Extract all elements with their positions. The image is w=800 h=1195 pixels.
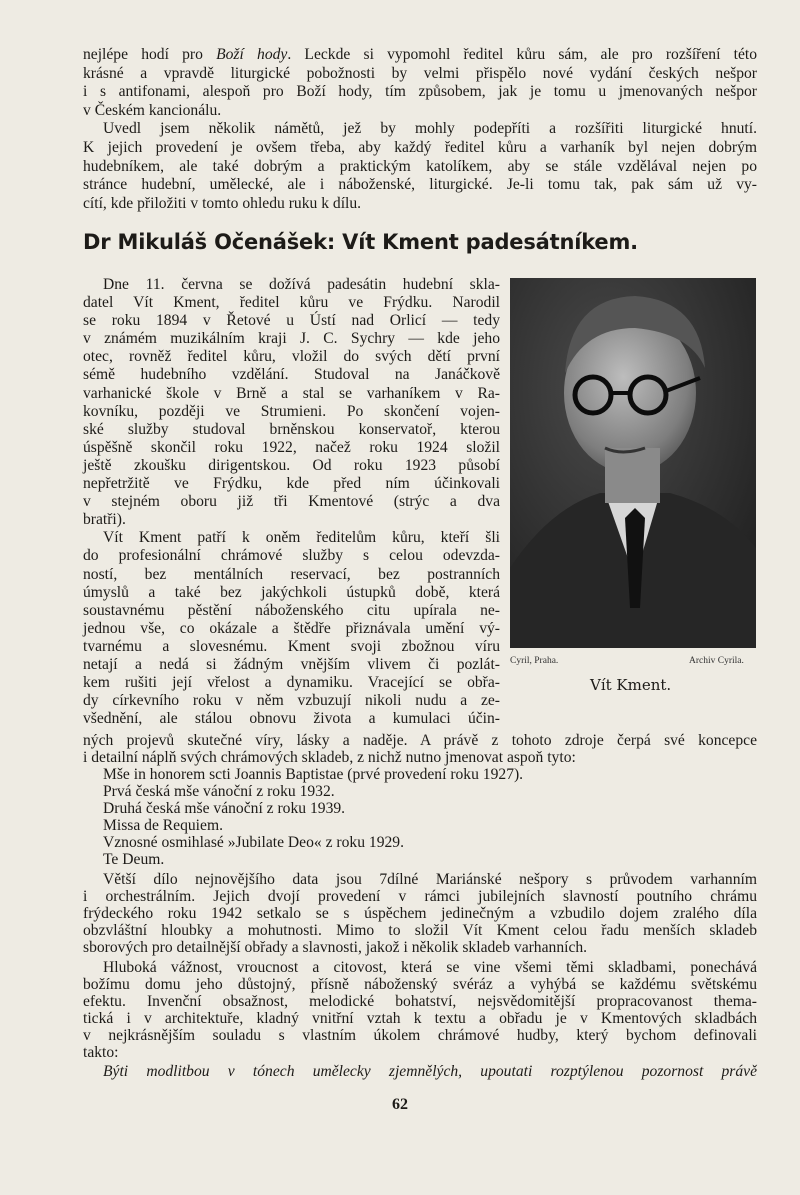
paragraph-continuation [83, 732, 757, 766]
text-line: v Českém kancionálu. [83, 101, 222, 119]
paragraph [83, 120, 757, 213]
paragraph [83, 871, 757, 956]
text-line: v stejném oboru již tři Kmentové (strýc a dva [83, 493, 500, 511]
text-line: Býti modlitbou v tónech umělecky zjemnělých, upoutati rozptýlenou pozornost právě [103, 1063, 757, 1080]
text-line: do profesionální chrámové služby s celou odevzda- [83, 547, 500, 565]
text-line: Mše in honorem scti Joannis Baptistae (prvé provedení roku 1927). [103, 766, 524, 783]
text-line: Větší dílo nejnovějšího data jsou 7dílné Mariánské nešpory s průvodem varhanním [103, 871, 757, 888]
text-line: jednou vše, co okázale a štědře přiznávala umění vý- [83, 619, 500, 637]
text-line: sémě hudebního vzdělání. Studoval na Janáčkově [83, 366, 500, 384]
text-line: hudebníkem, ale také dobrým a praktickým katolíkem, aby se stále vzdělával nejen po [83, 157, 757, 175]
paragraph-italic [83, 1063, 757, 1080]
text-line: efektu. Invenční obsažnost, melodické bohatství, nejsvědomitější propracovanost thema- [83, 993, 757, 1010]
text-line: dy církevního roku v něm vzbuzují nikoli nudu a ze- [83, 692, 500, 710]
text-line: kem rušiti její vřelost a dynamiku. Vracející se obřa- [83, 674, 500, 692]
text-line: božímu domu jeho důstojný, přísně náboženský svéráz a vyhýbá se každému světskému [83, 976, 757, 993]
text-line: Prvá česká mše vánoční z roku 1932. [103, 783, 335, 800]
text-line: v nejkrásnějším souladu s vlastním úkolem chrámové hudby, který bychom definovali [83, 1027, 757, 1044]
text-line: i s antifonami, alespoň pro Boží hody, tím způsobem, jak je tomu u jmenovaných nešpor [83, 83, 757, 101]
text-line: všednění, ale stálou obnovu života a kumulaci účin- [83, 710, 500, 728]
paragraph [83, 46, 757, 120]
text-line: Vít Kment patří k oněm ředitelům kůru, kteří šli [103, 529, 500, 547]
text-line: Te Deum. [103, 851, 165, 868]
text-line: Dne 11. června se dožívá padesátin hudební skla- [103, 276, 500, 293]
text-line: netají a nedá si žádným vnějším vlivem či pozlát- [83, 655, 500, 673]
text-line: obzvláštní hloubky a mohutnosti. Mimo to složil Vít Kment celou řadu menších skladeb [83, 922, 757, 939]
text-line: kovníku, později ve Strumieni. Po skončení vojen- [83, 402, 500, 420]
text-line: i detailní náplň svých chrámových skladeb, z nichž nutno jmenovat aspoň tyto: [83, 749, 576, 766]
photo-credit-left: Cyril, Praha. [510, 656, 559, 666]
text-line: varhanické škole v Brně a stal se varhaníkem v Ra- [83, 384, 500, 402]
text-line: se roku 1894 v Řetové u Ústí nad Orlicí — tedy [83, 312, 500, 330]
text-line: sborových pro detailnější obřady a slavnosti, jakož i několik skladeb varhanních. [83, 939, 588, 956]
text-line: datel Vít Kment, ředitel kůru ve Frýdku. Narodil [83, 294, 500, 312]
text-line: tvarnému a slovesnému. Kment svoji zbožnou víru [83, 637, 500, 655]
paragraph [83, 529, 500, 728]
main-text [83, 732, 757, 1080]
page-number: 62 [392, 1096, 408, 1113]
paragraph [83, 959, 757, 1061]
text-line: ných projevů skutečné víry, lásky a naděje. A právě z tohoto zdroje čerpá své koncepce [83, 732, 757, 749]
article-title: Dr Mikuláš Očenášek: Vít Kment padesátníkem. [83, 230, 638, 254]
text-line: Hluboká vážnost, vroucnost a citovost, která se vine všemi těmi skladbami, ponechává [103, 959, 757, 976]
text-line: Vznosné osmihlasé »Jubilate Deo« z roku 1929. [103, 834, 404, 851]
text-line: stránce hudební, umělecké, ale i náboženské, liturgické. Je-li tomu tak, pak sám už vy- [83, 176, 757, 194]
text-line: Druhá česká mše vánoční z roku 1939. [103, 800, 346, 817]
text-line: úspěšně skončil roku 1922, načež roku 1924 složil [83, 438, 500, 456]
text-line: v známém muzikálním kraji J. C. Sychry — kde jeho [83, 330, 500, 348]
text-line: ské služby studoval brněnskou konservatoř, kterou [83, 420, 500, 438]
text-line: nepřetržitě ve Frýdku, kde před ním účinkovali [83, 475, 500, 493]
text-line: ností, bez mentálních reservací, bez postranních [83, 565, 500, 583]
text-line: krásné a vpravdě liturgické pobožnosti by velmi přispělo nové vydání českých nešpor [83, 64, 757, 82]
text-line: cítí, kde přiložiti v tomto ohledu ruku k dílu. [83, 194, 362, 212]
text-line: Missa de Requiem. [103, 817, 223, 834]
photo-caption: Vít Kment. [590, 676, 672, 694]
text-line: úmyslů a také bez jakýchkoli ústupků době, která [83, 583, 500, 601]
text-line: takto: [83, 1044, 119, 1061]
left-column [83, 276, 500, 728]
works-list [83, 766, 757, 868]
text-line: i orchestrálním. Jejich dvojí provedení v rámci jubilejních slavností poutního chrámu [83, 888, 757, 905]
text-line: ještě zkoušku dirigentskou. Od roku 1923 působí [83, 456, 500, 474]
text-line: frýdeckého roku 1942 setkalo se s úspěchem jedinečným a vzbudilo dojem zralého díla [83, 905, 757, 922]
text-line: nejlépe hodí pro Boží hody. Leckde si vypomohl ředitel kůru sám, ale pro rozšíření této [83, 46, 757, 63]
text-line: soustavnému pěstění náboženského citu upírala ne- [83, 601, 500, 619]
text-line: Uvedl jsem několik námětů, jež by mohly podepříti a rozšířiti liturgické hnutí. [103, 120, 757, 138]
photo-credit-right: Archiv Cyrila. [689, 656, 744, 666]
text-line: K jejich provedení je ovšem třeba, aby každý ředitel kůru a varhaník byl nejen dobrým [83, 138, 757, 156]
text-line: tická i v architektuře, kladný vnitřní vztah k textu a obřadu je v Kmentových skladbách [83, 1010, 757, 1027]
text-line: otec, rovněž ředitel kůru, vložil do svých dětí první [83, 348, 500, 366]
intro-text [83, 46, 757, 213]
paragraph [83, 276, 500, 529]
text-line: bratři). [83, 511, 126, 529]
portrait-photo [510, 278, 756, 648]
